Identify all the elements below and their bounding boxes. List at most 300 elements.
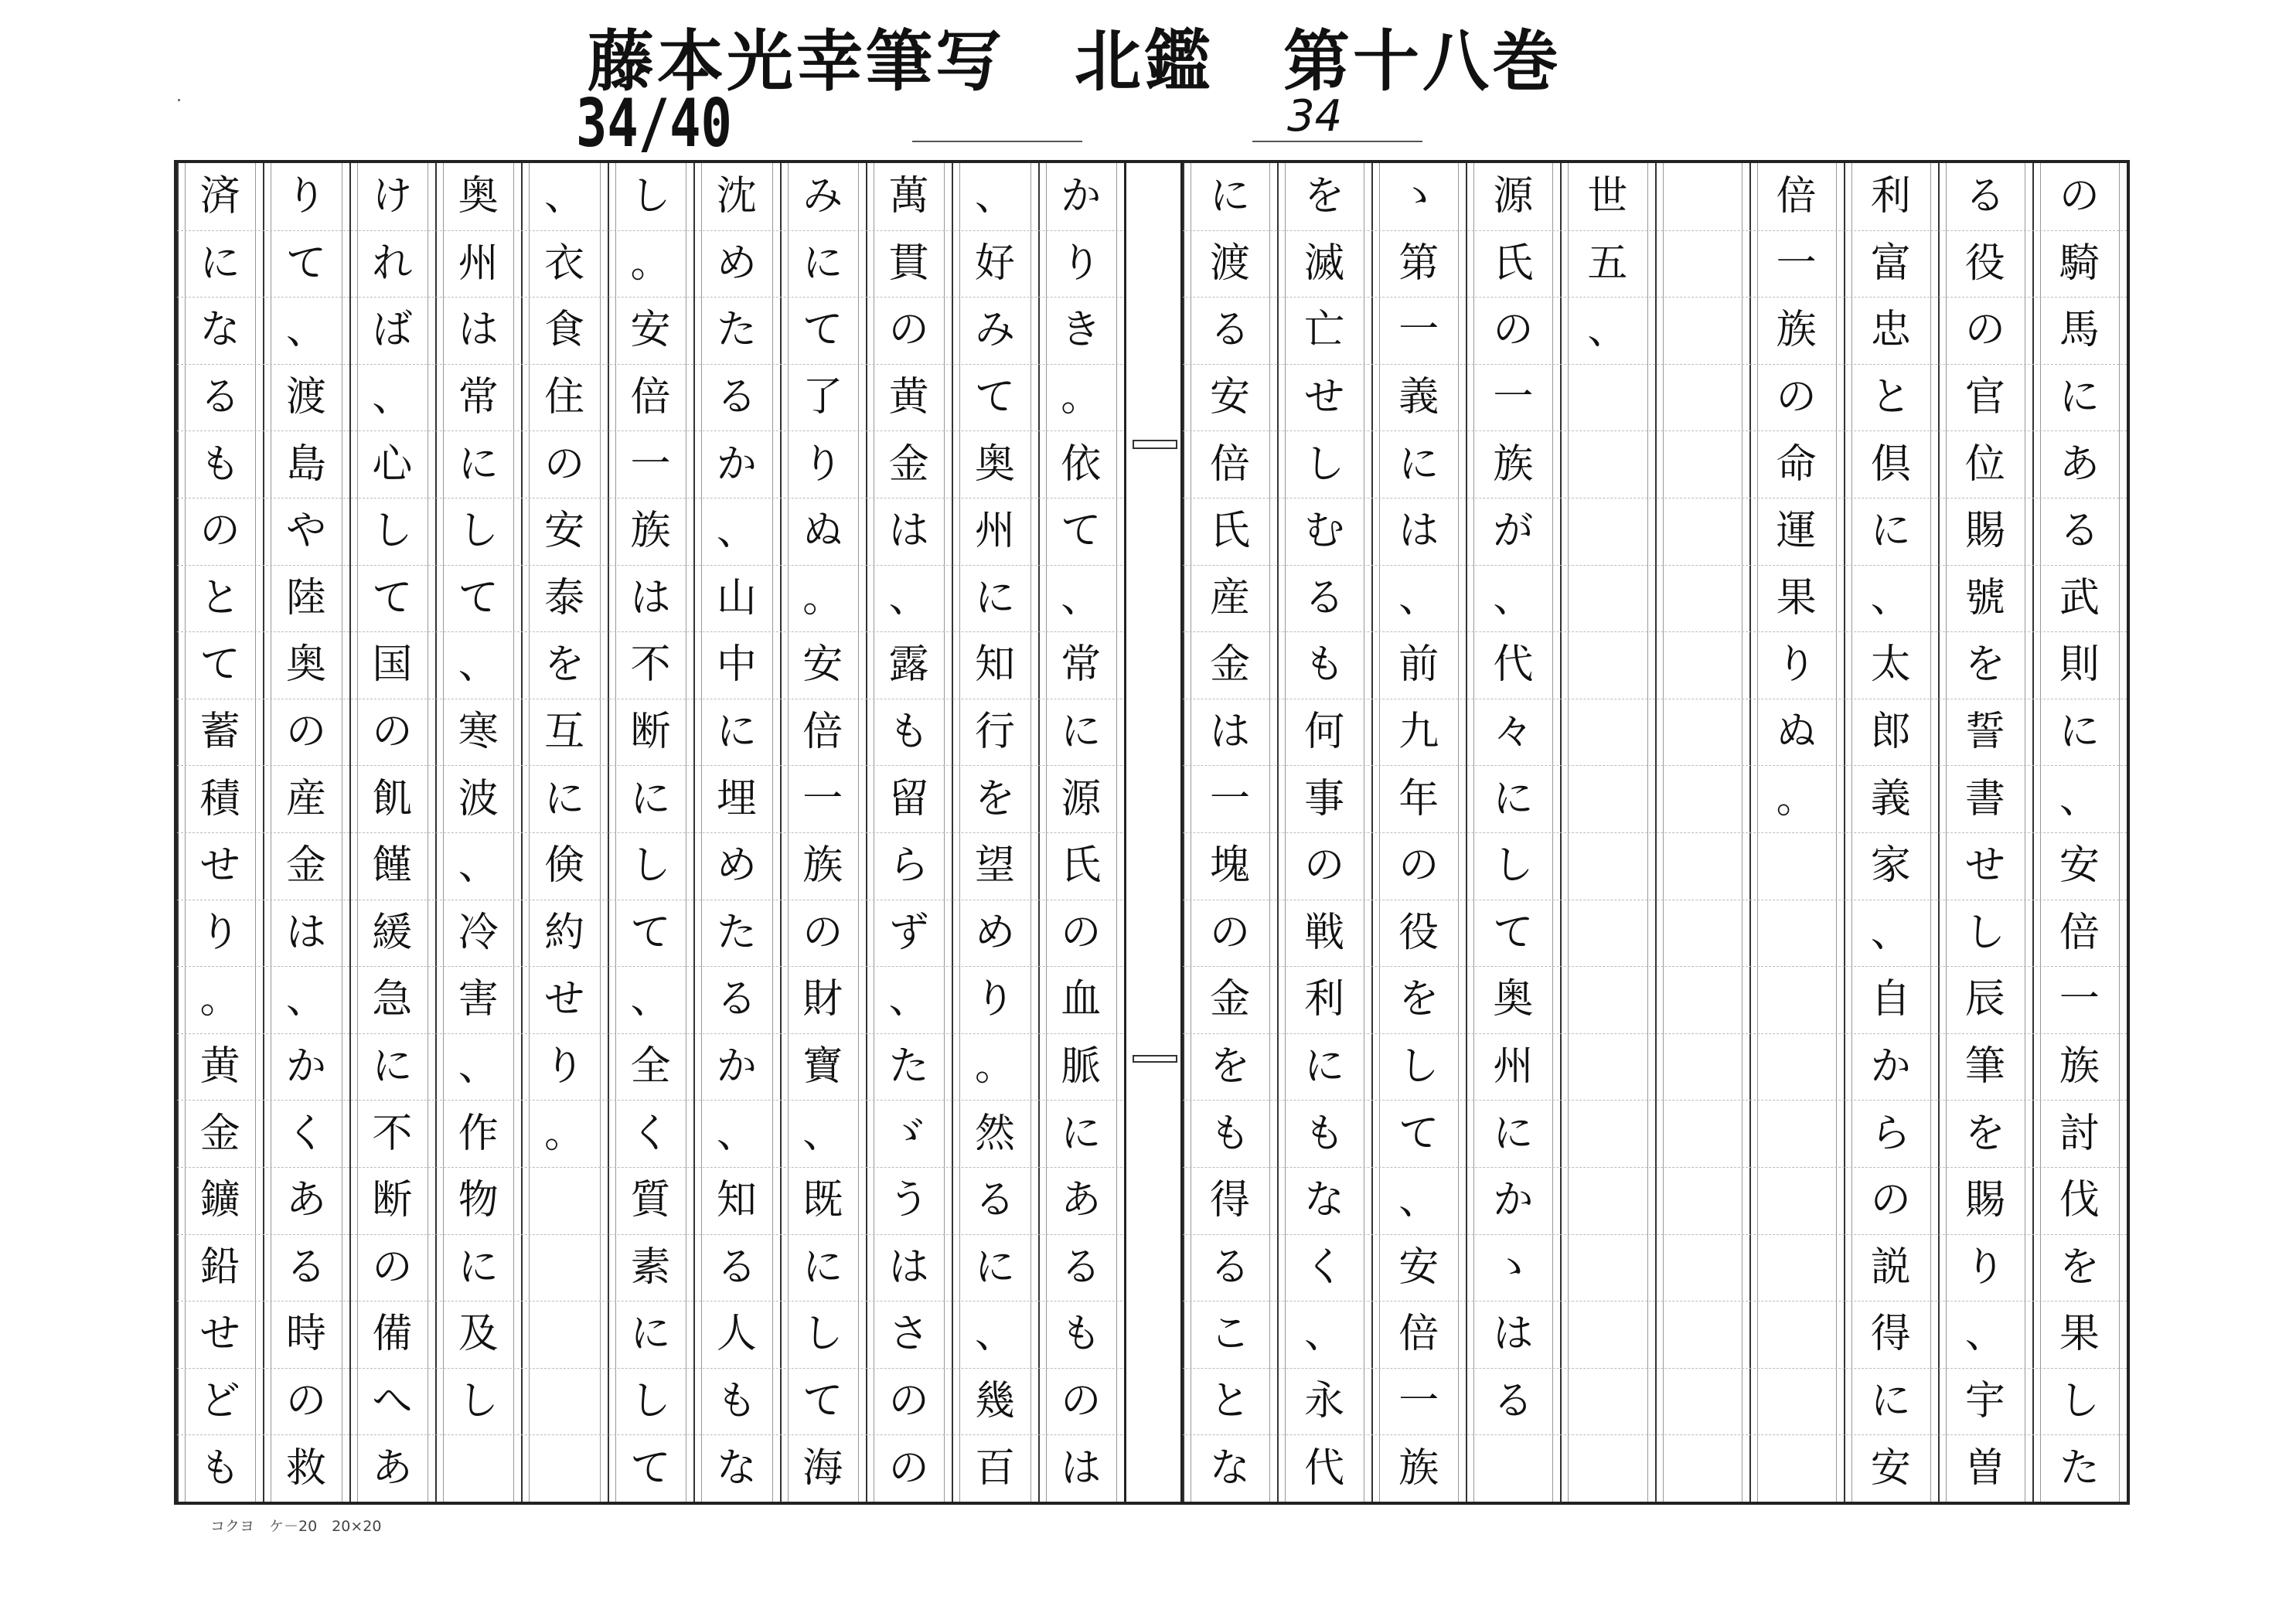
manuscript-char: に (458, 1244, 499, 1291)
manuscript-char: 蓄 (199, 709, 240, 756)
manuscript-char: 書 (1964, 775, 2005, 822)
manuscript-char: る (199, 374, 240, 421)
manuscript-char: 氏 (1061, 842, 1102, 890)
manuscript-char: た (888, 1043, 929, 1091)
manuscript-char: 冷 (458, 909, 499, 956)
manuscript-char: く (286, 1110, 327, 1157)
manuscript-char: 武 (2059, 574, 2100, 621)
manuscript-char: 事 (1304, 775, 1345, 822)
manuscript-char: を (2059, 1244, 2100, 1291)
manuscript-char: ぬ (802, 508, 843, 555)
manuscript-char: 族 (1398, 1444, 1439, 1492)
manuscript-char: 家 (1870, 842, 1911, 890)
manuscript-char: に (1304, 1043, 1345, 1091)
manuscript-char: 約 (544, 909, 585, 956)
manuscript-char: 山 (716, 574, 757, 621)
manuscript-char: に (716, 709, 757, 756)
manuscript-char: 留 (888, 775, 929, 822)
manuscript-char: せ (544, 976, 585, 1023)
manuscript-char: 永 (1304, 1378, 1345, 1425)
manuscript-char: 不 (372, 1110, 413, 1157)
manuscript-char: 、 (1493, 574, 1534, 621)
manuscript-char: に (974, 1244, 1015, 1291)
manuscript-char: 則 (2059, 641, 2100, 689)
manuscript-char: た (2059, 1444, 2100, 1492)
manuscript-char: ど (199, 1378, 240, 1425)
manuscript-char: 奥 (458, 173, 499, 220)
manuscript-char: 、 (458, 1043, 499, 1091)
manuscript-char: る (2059, 508, 2100, 555)
manuscript-char: 果 (2059, 1311, 2100, 1358)
manuscript-char: る (716, 1244, 757, 1291)
manuscript-char: 安 (544, 508, 585, 555)
manuscript-char: ゝ (1493, 1244, 1534, 1291)
manuscript-char: は (1210, 709, 1251, 756)
manuscript-char: め (716, 842, 757, 890)
manuscript-char: し (1964, 909, 2005, 956)
manuscript-char: に (802, 1244, 843, 1291)
manuscript-char: と (199, 574, 240, 621)
manuscript-char: 倍 (1210, 441, 1251, 488)
manuscript-char: し (630, 842, 671, 890)
manuscript-char: 倶 (1870, 441, 1911, 488)
manuscript-char: こ (1210, 1311, 1251, 1358)
manuscript-char: 、 (716, 1110, 757, 1157)
manuscript-char: 州 (458, 240, 499, 287)
manuscript-char: 黄 (888, 374, 929, 421)
manuscript-char: 倍 (1398, 1311, 1439, 1358)
manuscript-char: か (716, 1043, 757, 1091)
manuscript-char: 海 (802, 1444, 843, 1492)
manuscript-char: 州 (974, 508, 1015, 555)
manuscript-char: 安 (1398, 1244, 1439, 1291)
manuscript-char: 塊 (1210, 842, 1251, 890)
manuscript-char: て (199, 641, 240, 689)
manuscript-char: 、 (802, 1110, 843, 1157)
manuscript-char: 萬 (888, 173, 929, 220)
manuscript-char: 義 (1398, 374, 1439, 421)
manuscript-char: 賜 (1964, 508, 2005, 555)
manuscript-char: て (802, 307, 843, 354)
manuscript-char: も (1061, 1311, 1102, 1358)
manuscript-char: 了 (802, 374, 843, 421)
manuscript-char: に (372, 1043, 413, 1091)
manuscript-char: し (630, 173, 671, 220)
manuscript-sheet (174, 160, 2130, 1505)
manuscript-char: 、 (1398, 574, 1439, 621)
gutter-mark-bottom (1133, 1055, 1177, 1063)
manuscript-char: 救 (286, 1444, 327, 1492)
manuscript-char: る (1210, 1244, 1251, 1291)
manuscript-char: の (888, 307, 929, 354)
manuscript-char: 賜 (1964, 1177, 2005, 1224)
manuscript-char: る (1061, 1244, 1102, 1291)
manuscript-char: 。 (974, 1043, 1015, 1091)
manuscript-char: 及 (458, 1311, 499, 1358)
manuscript-char: き (1061, 307, 1102, 354)
manuscript-char: に (630, 775, 671, 822)
manuscript-char: 、 (544, 173, 585, 220)
manuscript-char: 郎 (1870, 709, 1911, 756)
manuscript-char: り (544, 1043, 585, 1091)
manuscript-char: 得 (1210, 1177, 1251, 1224)
manuscript-char: 沈 (716, 173, 757, 220)
manuscript-char: 命 (1776, 441, 1817, 488)
manuscript-char: に (1870, 1378, 1911, 1425)
manuscript-char: 倹 (544, 842, 585, 890)
manuscript-char: 馬 (2059, 307, 2100, 354)
manuscript-char: 、 (1061, 574, 1102, 621)
manuscript-char: 果 (1776, 574, 1817, 621)
manuscript-char: あ (286, 1177, 327, 1224)
manuscript-char: 一 (1210, 775, 1251, 822)
manuscript-char: 然 (974, 1110, 1015, 1157)
manuscript-char: は (1398, 508, 1439, 555)
manuscript-char: 埋 (716, 775, 757, 822)
manuscript-char: の (372, 709, 413, 756)
manuscript-char: 財 (802, 976, 843, 1023)
manuscript-char: と (1870, 374, 1911, 421)
manuscript-char: は (1493, 1311, 1534, 1358)
manuscript-char: し (458, 1378, 499, 1425)
manuscript-char: 金 (286, 842, 327, 890)
manuscript-char: ゞ (888, 1110, 929, 1157)
manuscript-char: 族 (1776, 307, 1817, 354)
manuscript-char: 質 (630, 1177, 671, 1224)
manuscript-char: な (716, 1444, 757, 1492)
manuscript-char: 。 (802, 574, 843, 621)
manuscript-char: は (888, 508, 929, 555)
manuscript-char: る (1493, 1378, 1534, 1425)
manuscript-char: か (286, 1043, 327, 1091)
manuscript-char: 號 (1964, 574, 2005, 621)
manuscript-char: 代 (1304, 1444, 1345, 1492)
manuscript-char: し (372, 508, 413, 555)
manuscript-char: 作 (458, 1110, 499, 1157)
manuscript-char: 波 (458, 775, 499, 822)
manuscript-char: 、 (888, 976, 929, 1023)
manuscript-char: 族 (802, 842, 843, 890)
manuscript-char: 国 (372, 641, 413, 689)
manuscript-char: る (1210, 307, 1251, 354)
manuscript-char: に (1210, 173, 1251, 220)
manuscript-char: と (1210, 1378, 1251, 1425)
manuscript-char: 安 (802, 641, 843, 689)
manuscript-char: 饉 (372, 842, 413, 890)
manuscript-char: 、 (974, 173, 1015, 220)
manuscript-char: は (888, 1244, 929, 1291)
manuscript-char: に (199, 240, 240, 287)
manuscript-char: 一 (1398, 1378, 1439, 1425)
manuscript-char: 自 (1870, 976, 1911, 1023)
manuscript-char: を (1304, 173, 1345, 220)
manuscript-char: か (1870, 1043, 1911, 1091)
manuscript-char: 、 (1964, 1311, 2005, 1358)
manuscript-char: の (286, 1378, 327, 1425)
manuscript-char: の (199, 508, 240, 555)
manuscript-char: 族 (2059, 1043, 2100, 1091)
manuscript-char: 好 (974, 240, 1015, 287)
manuscript-char: も (1304, 641, 1345, 689)
manuscript-char: あ (372, 1444, 413, 1492)
manuscript-char: 宇 (1964, 1378, 2005, 1425)
manuscript-char: に (1061, 1110, 1102, 1157)
manuscript-char: 全 (630, 1043, 671, 1091)
center-gutter (1124, 163, 1183, 1502)
manuscript-char: は (286, 909, 327, 956)
manuscript-char: の (1398, 842, 1439, 890)
manuscript-char: 第 (1398, 240, 1439, 287)
manuscript-char: く (1304, 1244, 1345, 1291)
manuscript-char: 断 (630, 709, 671, 756)
manuscript-char: 、 (1870, 574, 1911, 621)
manuscript-char: 奥 (974, 441, 1015, 488)
manuscript-char: 産 (286, 775, 327, 822)
manuscript-char: 州 (1493, 1043, 1534, 1091)
manuscript-char: 、 (458, 842, 499, 890)
manuscript-char: 中 (716, 641, 757, 689)
manuscript-char: へ (372, 1378, 413, 1425)
manuscript-char: 常 (1061, 641, 1102, 689)
manuscript-char: め (716, 240, 757, 287)
manuscript-char: 寶 (802, 1043, 843, 1091)
manuscript-char: に (630, 1311, 671, 1358)
manuscript-char: あ (1061, 1177, 1102, 1224)
title-underline-left (912, 141, 1082, 142)
manuscript-char: て (974, 374, 1015, 421)
manuscript-char: 百 (974, 1444, 1015, 1492)
manuscript-char: り (286, 173, 327, 220)
manuscript-char: 安 (1210, 374, 1251, 421)
manuscript-char: 氏 (1493, 240, 1534, 287)
manuscript-char: や (286, 508, 327, 555)
title-underline-right (1252, 141, 1422, 142)
manuscript-char: る (716, 976, 757, 1023)
manuscript-char: 素 (630, 1244, 671, 1291)
manuscript-char: の (1964, 307, 2005, 354)
manuscript-char: の (1061, 909, 1102, 956)
manuscript-char: も (199, 1444, 240, 1492)
manuscript-char: 倍 (1776, 173, 1817, 220)
manuscript-char: 泰 (544, 574, 585, 621)
scan-speck (178, 99, 180, 101)
manuscript-char: 源 (1493, 173, 1534, 220)
manuscript-char: 知 (716, 1177, 757, 1224)
manuscript-char: 富 (1870, 240, 1911, 287)
manuscript-char: 戦 (1304, 909, 1345, 956)
manuscript-char: 一 (1493, 374, 1534, 421)
manuscript-char: 寒 (458, 709, 499, 756)
manuscript-char: 年 (1398, 775, 1439, 822)
manuscript-char: せ (1964, 842, 2005, 890)
manuscript-char: 五 (1587, 240, 1628, 287)
manuscript-char: 。 (630, 240, 671, 287)
manuscript-char: 積 (199, 775, 240, 822)
manuscript-char: み (802, 173, 843, 220)
manuscript-char: り (1964, 1244, 2005, 1291)
manuscript-char: を (1398, 976, 1439, 1023)
manuscript-char: 飢 (372, 775, 413, 822)
manuscript-char: め (974, 909, 1015, 956)
manuscript-char: る (1304, 574, 1345, 621)
manuscript-char: 緩 (372, 909, 413, 956)
manuscript-char: 依 (1061, 441, 1102, 488)
manuscript-char: 血 (1061, 976, 1102, 1023)
manuscript-char: に (1493, 1110, 1534, 1157)
manuscript-char: に (544, 775, 585, 822)
manuscript-char: 、 (630, 976, 671, 1023)
manuscript-char: な (1304, 1177, 1345, 1224)
manuscript-char: 脈 (1061, 1043, 1102, 1091)
manuscript-char: 説 (1870, 1244, 1911, 1291)
manuscript-char: 役 (1398, 909, 1439, 956)
manuscript-char: 倍 (802, 709, 843, 756)
manuscript-char: に (458, 441, 499, 488)
manuscript-char: 曽 (1964, 1444, 2005, 1492)
manuscript-char: 備 (372, 1311, 413, 1358)
manuscript-char: て (372, 574, 413, 621)
manuscript-char: 済 (199, 173, 240, 220)
manuscript-char: 得 (1870, 1311, 1911, 1358)
manuscript-char: は (630, 574, 671, 621)
manuscript-char: 望 (974, 842, 1015, 890)
manuscript-char: 利 (1304, 976, 1345, 1023)
manuscript-char: 安 (2059, 842, 2100, 890)
manuscript-char: 。 (199, 976, 240, 1023)
page-counter: 34/40 (576, 85, 732, 162)
manuscript-char: て (630, 1444, 671, 1492)
manuscript-char: る (716, 374, 757, 421)
manuscript-char: ゝ (1398, 173, 1439, 220)
manuscript-char: の (1493, 307, 1534, 354)
manuscript-char: か (1493, 1177, 1534, 1224)
manuscript-char: 一 (630, 441, 671, 488)
gutter-mark-top (1133, 440, 1177, 449)
manuscript-char: 産 (1210, 574, 1251, 621)
manuscript-char: 倍 (630, 374, 671, 421)
manuscript-char: う (888, 1177, 929, 1224)
manuscript-char: に (802, 240, 843, 287)
manuscript-char: の (544, 441, 585, 488)
manuscript-char: 忠 (1870, 307, 1911, 354)
manuscript-char: り (1061, 240, 1102, 287)
manuscript-char: 一 (1776, 240, 1817, 287)
manuscript-char: の (1870, 1177, 1911, 1224)
manuscript-char: 、 (888, 574, 929, 621)
manuscript-char: 、 (2059, 775, 2100, 822)
manuscript-char: 不 (630, 641, 671, 689)
manuscript-char: に (1870, 508, 1911, 555)
manuscript-char: 義 (1870, 775, 1911, 822)
manuscript-char: 官 (1964, 374, 2005, 421)
manuscript-char: た (716, 909, 757, 956)
manuscript-char: の (1061, 1378, 1102, 1425)
manuscript-char: が (1493, 508, 1534, 555)
manuscript-char: 。 (1061, 374, 1102, 421)
manuscript-char: も (716, 1378, 757, 1425)
manuscript-char: 心 (372, 441, 413, 488)
manuscript-char: れ (372, 240, 413, 287)
manuscript-char: 九 (1398, 709, 1439, 756)
manuscript-char: け (372, 173, 413, 220)
manuscript-char: の (372, 1244, 413, 1291)
manuscript-char: 露 (888, 641, 929, 689)
manuscript-char: し (1493, 842, 1534, 890)
manuscript-char: 氏 (1210, 508, 1251, 555)
manuscript-char: を (544, 641, 585, 689)
manuscript-char: し (458, 508, 499, 555)
manuscript-char: に (974, 574, 1015, 621)
manuscript-char: し (630, 1378, 671, 1425)
manuscript-char: 衣 (544, 240, 585, 287)
manuscript-char: 役 (1964, 240, 2005, 287)
manuscript-char: 鉛 (199, 1244, 240, 1291)
manuscript-char: 族 (1493, 441, 1534, 488)
manuscript-char: 、 (458, 641, 499, 689)
manuscript-char: 、 (372, 374, 413, 421)
manuscript-char: に (1398, 441, 1439, 488)
manuscript-char: 利 (1870, 173, 1911, 220)
manuscript-char: 源 (1061, 775, 1102, 822)
manuscript-char: も (1304, 1110, 1345, 1157)
manuscript-char: ら (1870, 1110, 1911, 1157)
manuscript-char: か (716, 441, 757, 488)
manuscript-char: 一 (802, 775, 843, 822)
manuscript-char: 滅 (1304, 240, 1345, 287)
manuscript-char: 害 (458, 976, 499, 1023)
manuscript-char: 誓 (1964, 709, 2005, 756)
manuscript-char: 騎 (2059, 240, 2100, 287)
manuscript-char: し (2059, 1378, 2100, 1425)
manuscript-char: し (1304, 441, 1345, 488)
manuscript-char: 何 (1304, 709, 1345, 756)
manuscript-char: に (2059, 709, 2100, 756)
manuscript-char: さ (888, 1311, 929, 1358)
manuscript-char: あ (2059, 441, 2100, 488)
manuscript-char: て (802, 1378, 843, 1425)
manuscript-char: 渡 (1210, 240, 1251, 287)
manuscript-char: ら (888, 842, 929, 890)
manuscript-char: の (286, 709, 327, 756)
manuscript-char: し (802, 1311, 843, 1358)
manuscript-char: 金 (888, 441, 929, 488)
manuscript-char: 太 (1870, 641, 1911, 689)
manuscript-char: し (1398, 1043, 1439, 1091)
manuscript-char: 安 (630, 307, 671, 354)
manuscript-char: せ (1304, 374, 1345, 421)
manuscript-char: せ (199, 1311, 240, 1358)
manuscript-char: の (1210, 909, 1251, 956)
manuscript-char: 。 (544, 1110, 585, 1157)
manuscript-char: も (1210, 1110, 1251, 1157)
manuscript-char: る (286, 1244, 327, 1291)
manuscript-char: の (888, 1444, 929, 1492)
manuscript-char: 代 (1493, 641, 1534, 689)
manuscript-char: 一 (2059, 976, 2100, 1023)
manuscript-char: 々 (1493, 709, 1534, 756)
manuscript-char: 、 (286, 976, 327, 1023)
manuscript-char: 亡 (1304, 307, 1345, 354)
manuscript-char: 討 (2059, 1110, 2100, 1157)
manuscript-char: の (802, 909, 843, 956)
manuscript-char: 一 (1398, 307, 1439, 354)
manuscript-char: て (1061, 508, 1102, 555)
manuscript-char: 人 (716, 1311, 757, 1358)
manuscript-char: 幾 (974, 1378, 1015, 1425)
manuscript-char: の (888, 1378, 929, 1425)
manuscript-char: も (199, 441, 240, 488)
manuscript-char: 族 (630, 508, 671, 555)
